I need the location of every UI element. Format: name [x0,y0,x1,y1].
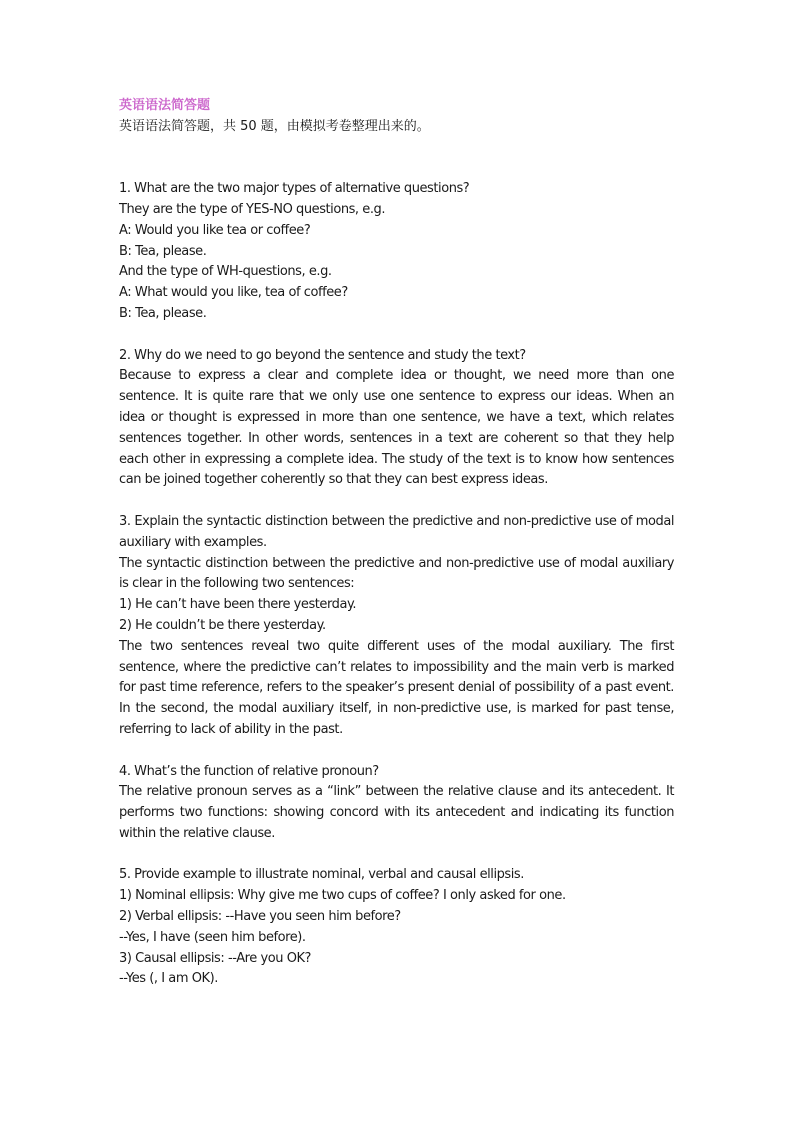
question-3-block [119,512,674,741]
spacer [119,845,674,866]
answer-paragraph: The two sentences reveal two quite different uses of the modal auxiliary. The first sentence, where the predictive can’t relates to impossibility and the main verb is marked for past time reference, refers to the speaker’s present denial of possibility of a past event. In the second, the modal auxiliary itself, in non-predictive use, is marked for past tense, referring to lack of ability in the past. [119,638,674,737]
answer-line: B: Tea, please. [119,243,207,259]
question-1-block [119,179,674,325]
answer-line: A: Would you like tea or coffee? [119,222,311,238]
answer-line: They are the type of YES-NO questions, e.g. [119,201,386,217]
question-5-text: 5. Provide example to illustrate nominal, verbal and causal ellipsis. [119,867,524,883]
answer-line: --Yes (, I am OK). [119,971,218,987]
question-2-text: 2. Why do we need to go beyond the sentence and study the text? [119,347,526,363]
answer-line: B: Tea, please. [119,305,207,321]
answer-intro: The syntactic distinction between the predictive and non-predictive use of modal auxiliary is clear in the following two sentences: [119,555,674,592]
spacer [119,138,674,180]
question-4-block [119,762,674,845]
document-title: 英语语法简答题 [119,98,211,113]
answer-line: 2) Verbal ellipsis: --Have you seen him before? [119,909,401,925]
question-4-text: 4. What’s the function of relative pronoun? [119,763,379,779]
answer-line: And the type of WH-questions, e.g. [119,264,332,280]
example-sentence: 1) He can’t have been there yesterday. [119,597,357,613]
answer-line: --Yes, I have (seen him before). [119,929,306,945]
document-subtitle: 英语语法简答题，共 50 题，由模拟考卷整理出来的。 [119,118,430,134]
answer-line: 3) Causal ellipsis: --Are you OK? [119,950,312,966]
question-2-block [119,346,674,492]
answer-paragraph: Because to express a clear and complete idea or thought, we need more than one sentence. It is quite rare that we only use one sentence to express our ideas. When an idea or thought is expressed in more than one sentence, we have a text, which relates sentences together. In other words, sentences in a text are coherent so that they help each other in expressing a complete idea. The study of the text is to know how sentences can be joined together coherently so that they can best express ideas. [119,368,674,488]
document-body [119,96,674,990]
example-sentence: 2) He couldn’t be there yesterday. [119,617,326,633]
question-3-text: 3. Explain the syntactic distinction between the predictive and non-predictive use of modal auxiliary with examples. [119,513,674,550]
question-1-text: 1. What are the two major types of alternative questions? [119,181,470,197]
answer-line: A: What would you like, tea of coffee? [119,285,348,301]
answer-paragraph: The relative pronoun serves as a “link” between the relative clause and its antecedent. It performs two functions: showing concord with its antecedent and indicating its function within the relative clause. [119,784,674,841]
spacer [119,741,674,762]
question-5-block [119,865,674,990]
spacer [119,325,674,346]
answer-line: 1) Nominal ellipsis: Why give me two cups of coffee? I only asked for one. [119,888,566,904]
spacer [119,491,674,512]
